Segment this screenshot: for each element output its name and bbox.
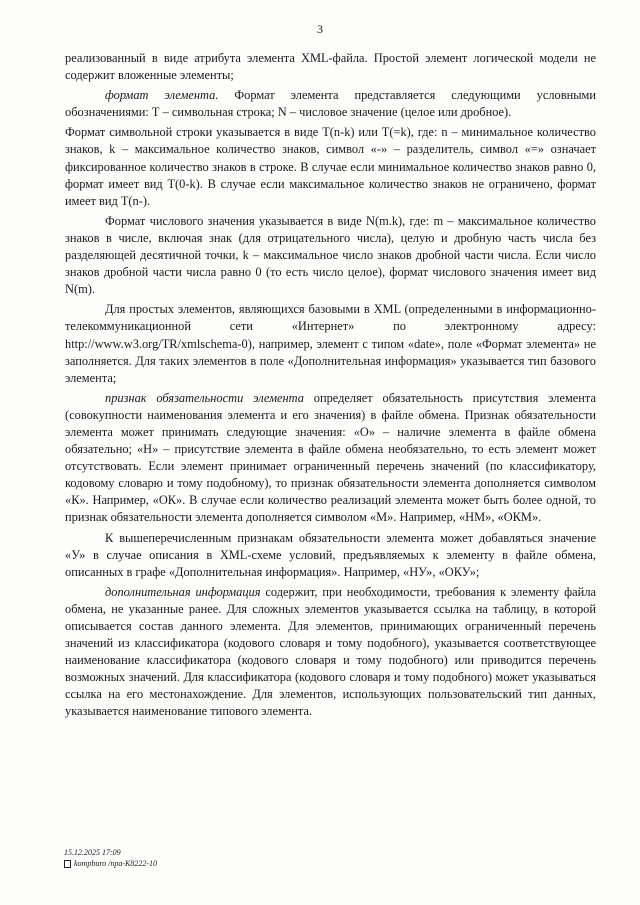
footer: [64, 847, 157, 869]
paragraph-mandatory-flag: [65, 390, 596, 527]
footer-doc-ref: kompburo /npa-K8222-10: [74, 859, 158, 868]
paragraph-numeric-format: Формат числового значения указывается в виде N(m.k), где: m – максимальное количество знаков в числе, включая знак (для отрицательного числа), целую и дробную часть числа без разделяющей десятичной точки, k – максимальное число знаков дробной части числа. Если число знаков дробной части числа равно 0 (то есть число целое), формат числового значения имеет вид N(m).: [65, 213, 596, 297]
document-icon: [64, 860, 71, 868]
page-number: 3: [317, 22, 323, 36]
paragraph-condition-flag: К вышеперечисленным признакам обязательности элемента может добавляться значение «У» в случае описания в XML-схеме условий, предъявляемых к элементу в файле обмена, описанных в графе «Дополнительная информация». Например, «НУ», «ОКУ»;: [65, 530, 596, 579]
paragraph-string-format: Формат символьной строки указывается в виде T(n-k) или T(=k), где: n – минимальное количество знаков, k – максимальное количество знаков, символ «-» – разделитель, символ «=» означает фиксированное количество знаков в строке. В случае если минимальное количество знаков равно 0, формат имеет вид T(0-k). В случае если максимальное количество знаков не ограничено, формат имеет вид T(n-).: [65, 125, 596, 208]
footer-timestamp: 15.12.2025 17:09: [64, 848, 121, 857]
document-body: [65, 50, 596, 721]
term-mandatory-flag: признак обязательности элемента: [105, 390, 304, 405]
footer-doc-line: [64, 858, 157, 869]
mandatory-flag-text: определяет обязательность присутствия элемента (совокупности наименования элемента и его значения) в файле обмена. Признак обязательности элемента может принимать следующие значения: «О» – наличие элемента в файле обмена обязательно; «Н» – присутствие элемента в файле обмена необязательно, то есть элемент может отсутствовать. Если элемент принимает ограниченный перечень значений (по классификатору, кодовому словарю и тому подобному), то признак обязательности элемента дополняется символом «К». Например, «ОК». В случае если количество реализаций элемента может быть более одной, то признак обязательности элемента дополняется символом «М». Например, «НМ», «ОКМ».: [65, 390, 596, 525]
paragraph-base-elements: Для простых элементов, являющихся базовыми в XML (определенными в информационно-телекоммуникационной сети «Интернет» по электронному адресу: http://www.w3.org/TR/xmlschema-0), например, элемент с типом «date», поле «Формат элемента» не заполняется. Для таких элементов в поле «Дополнительная информация» указывается тип базового элемента;: [65, 302, 596, 385]
term-additional-info: дополнительная информация: [105, 584, 261, 599]
paragraph-element-format: [65, 87, 596, 121]
paragraph-additional-info: [65, 584, 596, 721]
additional-info-text: содержит, при необходимости, требования к элементу файла обмена, не указанные ранее. Для сложных элементов указывается ссылка на таблицу, в которой описывается состав данного элемента. Для элементов, принимающих ограниченный перечень значений из классификатора (кодового словаря и тому подобного), указывается соответствующее наименование классификатора (кодового словаря и тому подобного) или приводится перечень возможных значений. Для классификатора (кодового словаря и тому подобного) может указываться ссылка на его местонахождение. Для элементов, использующих пользовательский тип данных, указывается наименование типового элемента.: [65, 584, 597, 719]
term-element-format: формат элемента.: [105, 88, 219, 103]
paragraph-1: реализованный в виде атрибута элемента XML-файла. Простой элемент логической модели не содержит вложенные элементы;: [65, 51, 596, 83]
element-format-text: Формат элемента представляется следующими условными обозначениями: Т – символьная строка; N – числовое значение (целое или дробное).: [65, 88, 596, 120]
